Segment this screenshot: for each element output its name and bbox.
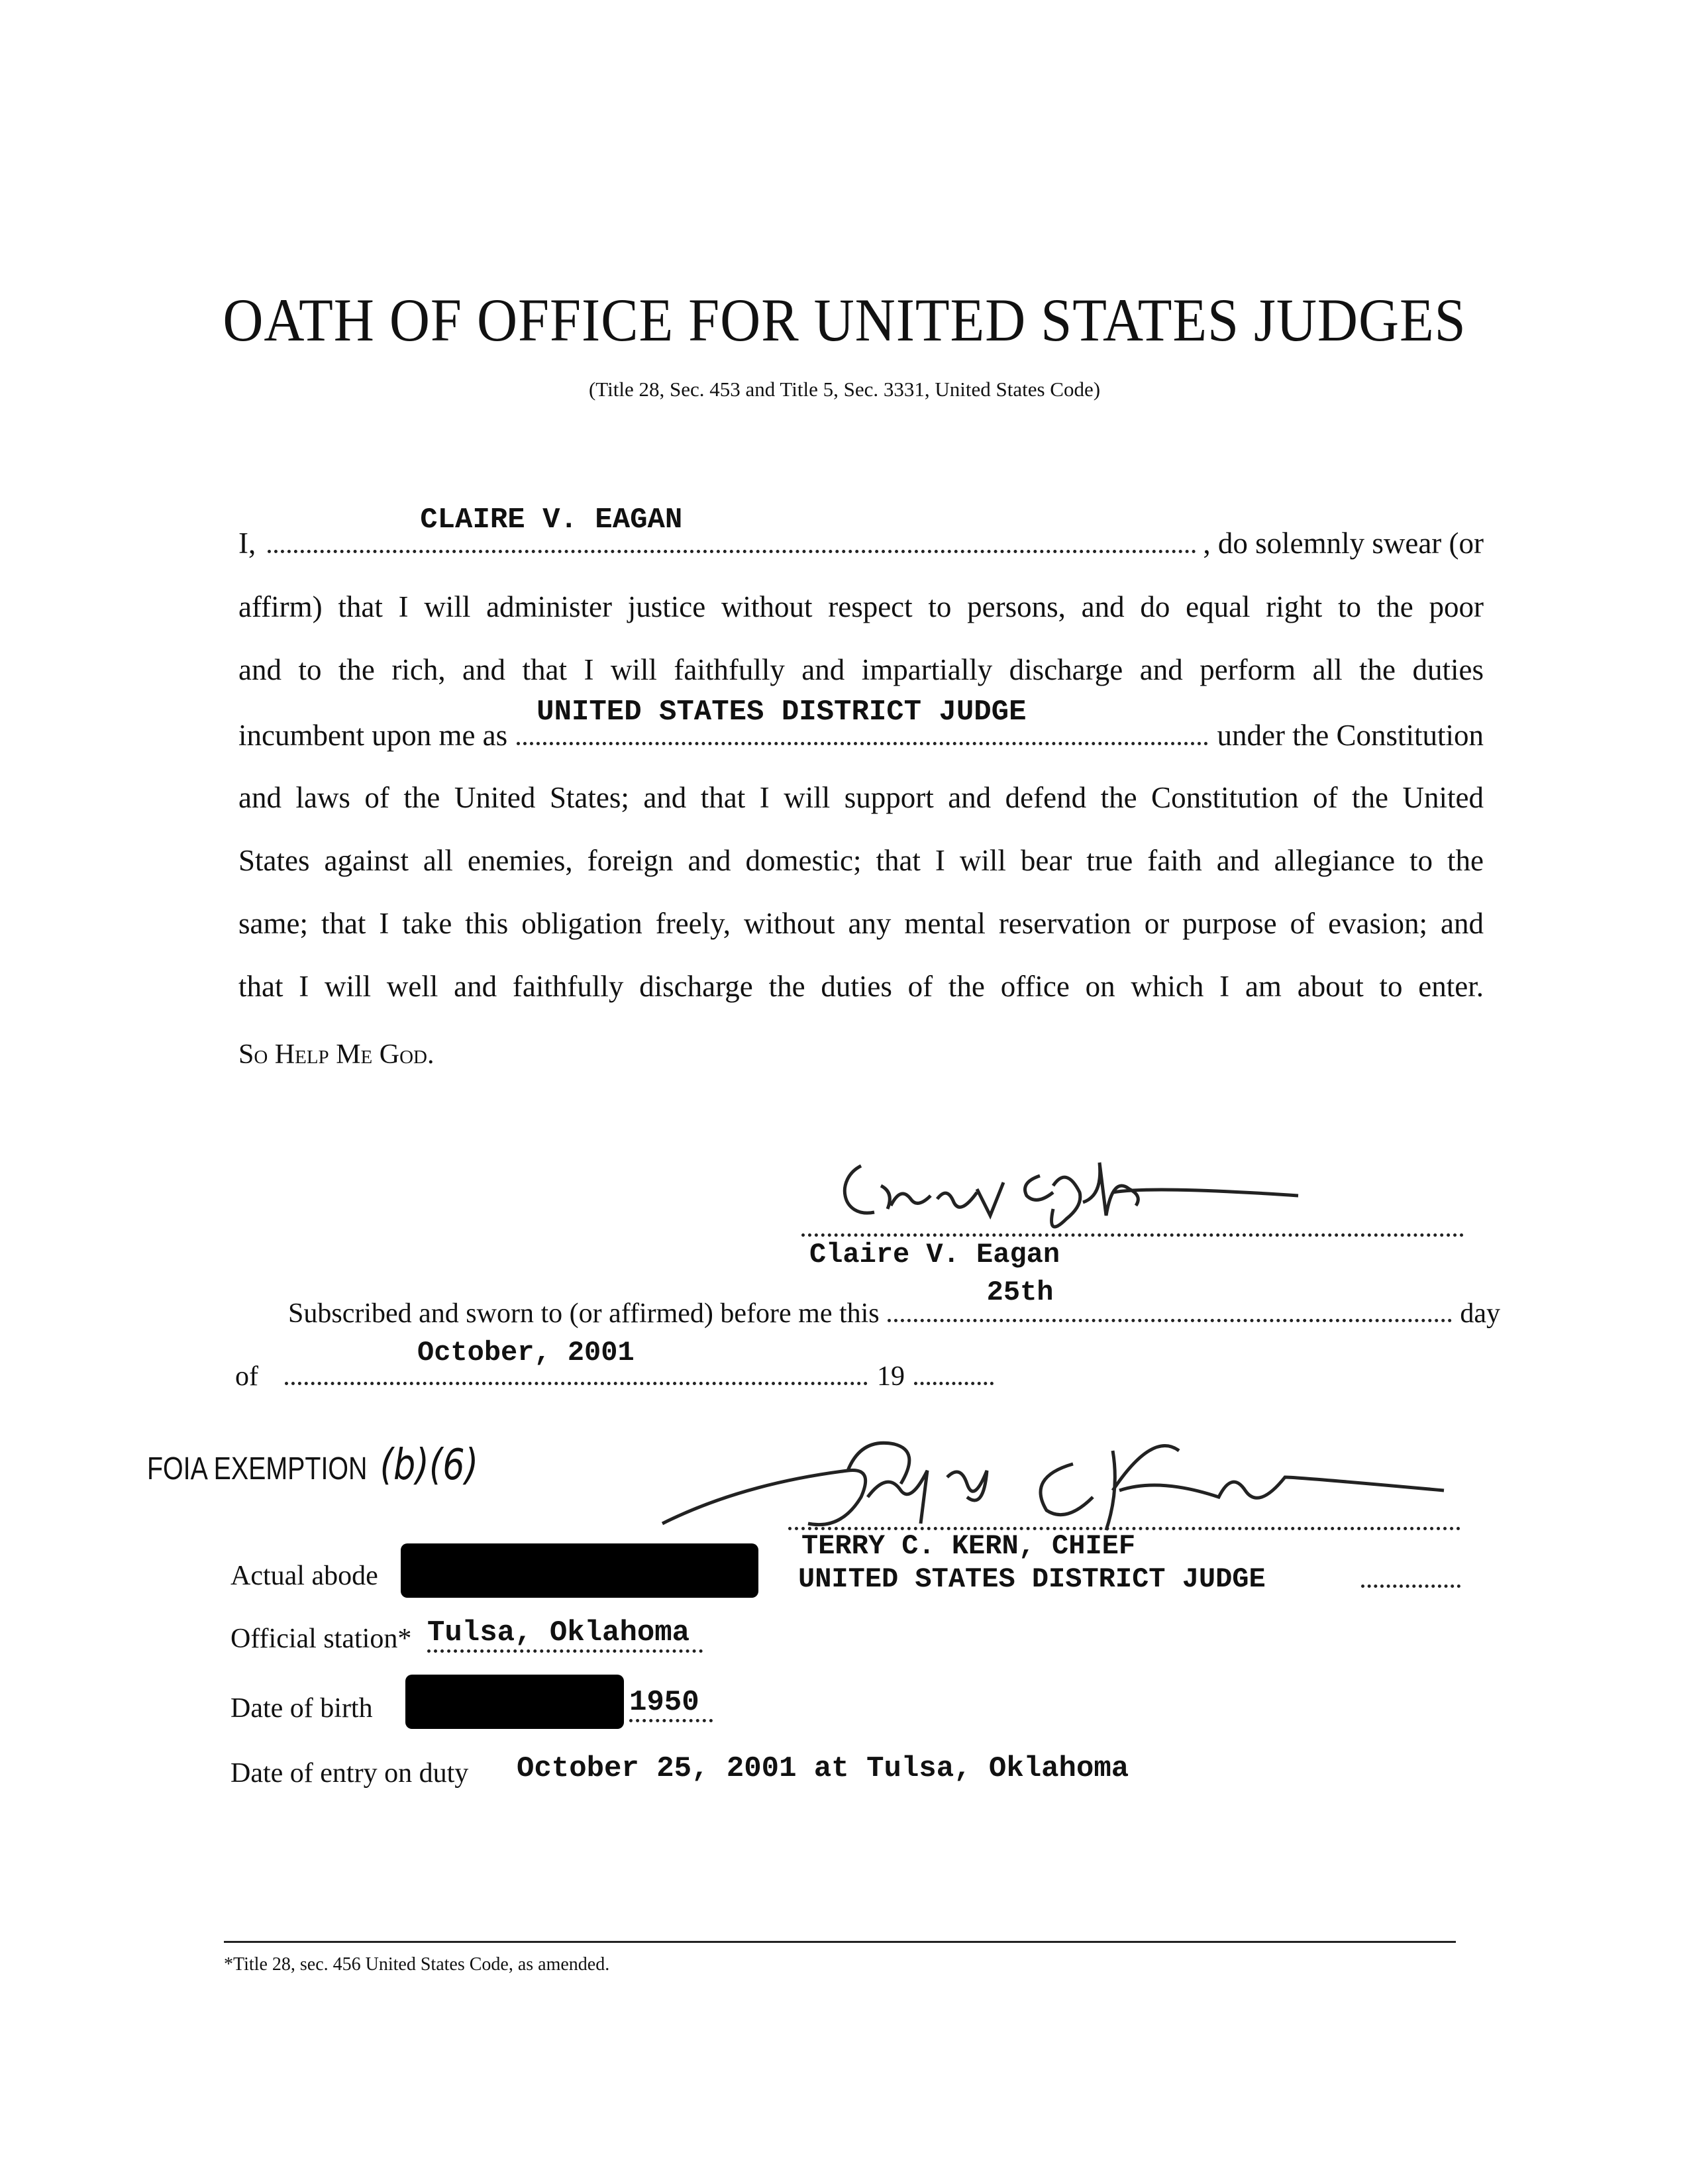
document-subtitle: (Title 28, Sec. 453 and Title 5, Sec. 3331, United States Code) — [588, 378, 1101, 401]
abode-redaction — [401, 1543, 758, 1598]
entry-value: October 25, 2001 at Tulsa, Oklahoma — [517, 1752, 1129, 1785]
footnote-rule — [224, 1941, 1456, 1943]
station-value: Tulsa, Oklahoma — [427, 1616, 703, 1653]
oath-line-1-suffix: , do solemnly swear (or — [1203, 527, 1484, 560]
entry-label: Date of entry on duty — [230, 1758, 469, 1789]
oath-line-6 — [238, 843, 1484, 878]
oath-line-3 — [238, 652, 1484, 687]
dob-label: Date of birth — [230, 1693, 373, 1724]
sworn-month-year: October, 2001 — [417, 1337, 635, 1369]
oath-line-4-prefix: incumbent upon me as — [238, 719, 508, 752]
oath-office: UNITED STATES DISTRICT JUDGE — [537, 696, 1027, 729]
oath-line-2 — [238, 590, 1484, 624]
oath-line-4-suffix: under the Constitution — [1217, 719, 1484, 752]
oath-closing: So Help Me God. — [238, 1039, 435, 1070]
sworn-of-label: of — [235, 1361, 258, 1392]
station-label: Official station* — [230, 1624, 412, 1654]
foia-exemption-code: (b)(6) — [380, 1441, 479, 1490]
oath-text: and to the rich, and that I will faithfully and impartially discharge and perform all the duties — [238, 653, 1484, 686]
foia-exemption-label: FOIA EXEMPTION (b)(6) — [147, 1441, 479, 1490]
oath-line-5 — [238, 780, 1484, 815]
oath-text: same; that I take this obligation freely, without any mental reservation or purpose of evasion; and — [238, 907, 1484, 940]
dob-year: 1950 — [629, 1686, 713, 1722]
sworn-day-suffix: day — [1460, 1298, 1500, 1329]
document-title: OATH OF OFFICE FOR UNITED STATES JUDGES — [223, 286, 1466, 354]
oath-prefix: I, — [238, 527, 256, 560]
sworn-line — [288, 1276, 1500, 1329]
oath-text: and laws of the United States; and that I will support and defend the Constitution of the United — [238, 781, 1484, 814]
sworn-year-fill — [914, 1362, 994, 1385]
oath-line-1 — [238, 503, 1484, 560]
sworn-century: 19 — [877, 1361, 905, 1392]
sworn-of-line — [235, 1337, 994, 1392]
sworn-prefix: Subscribed and sworn to (or affirmed) before me this — [288, 1298, 880, 1329]
dob-redaction — [405, 1675, 624, 1729]
signer-typed-name: Claire V. Eagan — [809, 1239, 1060, 1271]
officiant-title: UNITED STATES DISTRICT JUDGE — [798, 1563, 1266, 1595]
officiant-title-trailing-dots — [1361, 1585, 1460, 1588]
oath-text: that I will well and faithfully discharge the duties of the office on which I am about to enter. — [238, 970, 1484, 1003]
oath-text: affirm) that I will administer justice without respect to persons, and do equal right to the poor — [238, 590, 1484, 623]
office-fill-line — [517, 696, 1207, 745]
oath-line-4 — [238, 696, 1484, 753]
signer-signature-line — [801, 1233, 1464, 1237]
sworn-day-fill — [888, 1276, 1453, 1322]
name-fill-line — [268, 503, 1196, 553]
sworn-month-fill — [285, 1337, 868, 1385]
oath-line-7 — [238, 906, 1484, 941]
footnote: *Title 28, sec. 456 United States Code, as amended. — [224, 1954, 610, 1975]
abode-label: Actual abode — [230, 1561, 378, 1591]
sworn-day: 25th — [986, 1276, 1054, 1308]
oath-line-8 — [238, 969, 1484, 1004]
oath-text: States against all enemies, foreign and domestic; that I will bear true faith and allegiance to the — [238, 844, 1484, 877]
officiant-name: TERRY C. KERN, CHIEF — [801, 1530, 1136, 1562]
oath-name: CLAIRE V. EAGAN — [420, 503, 683, 537]
